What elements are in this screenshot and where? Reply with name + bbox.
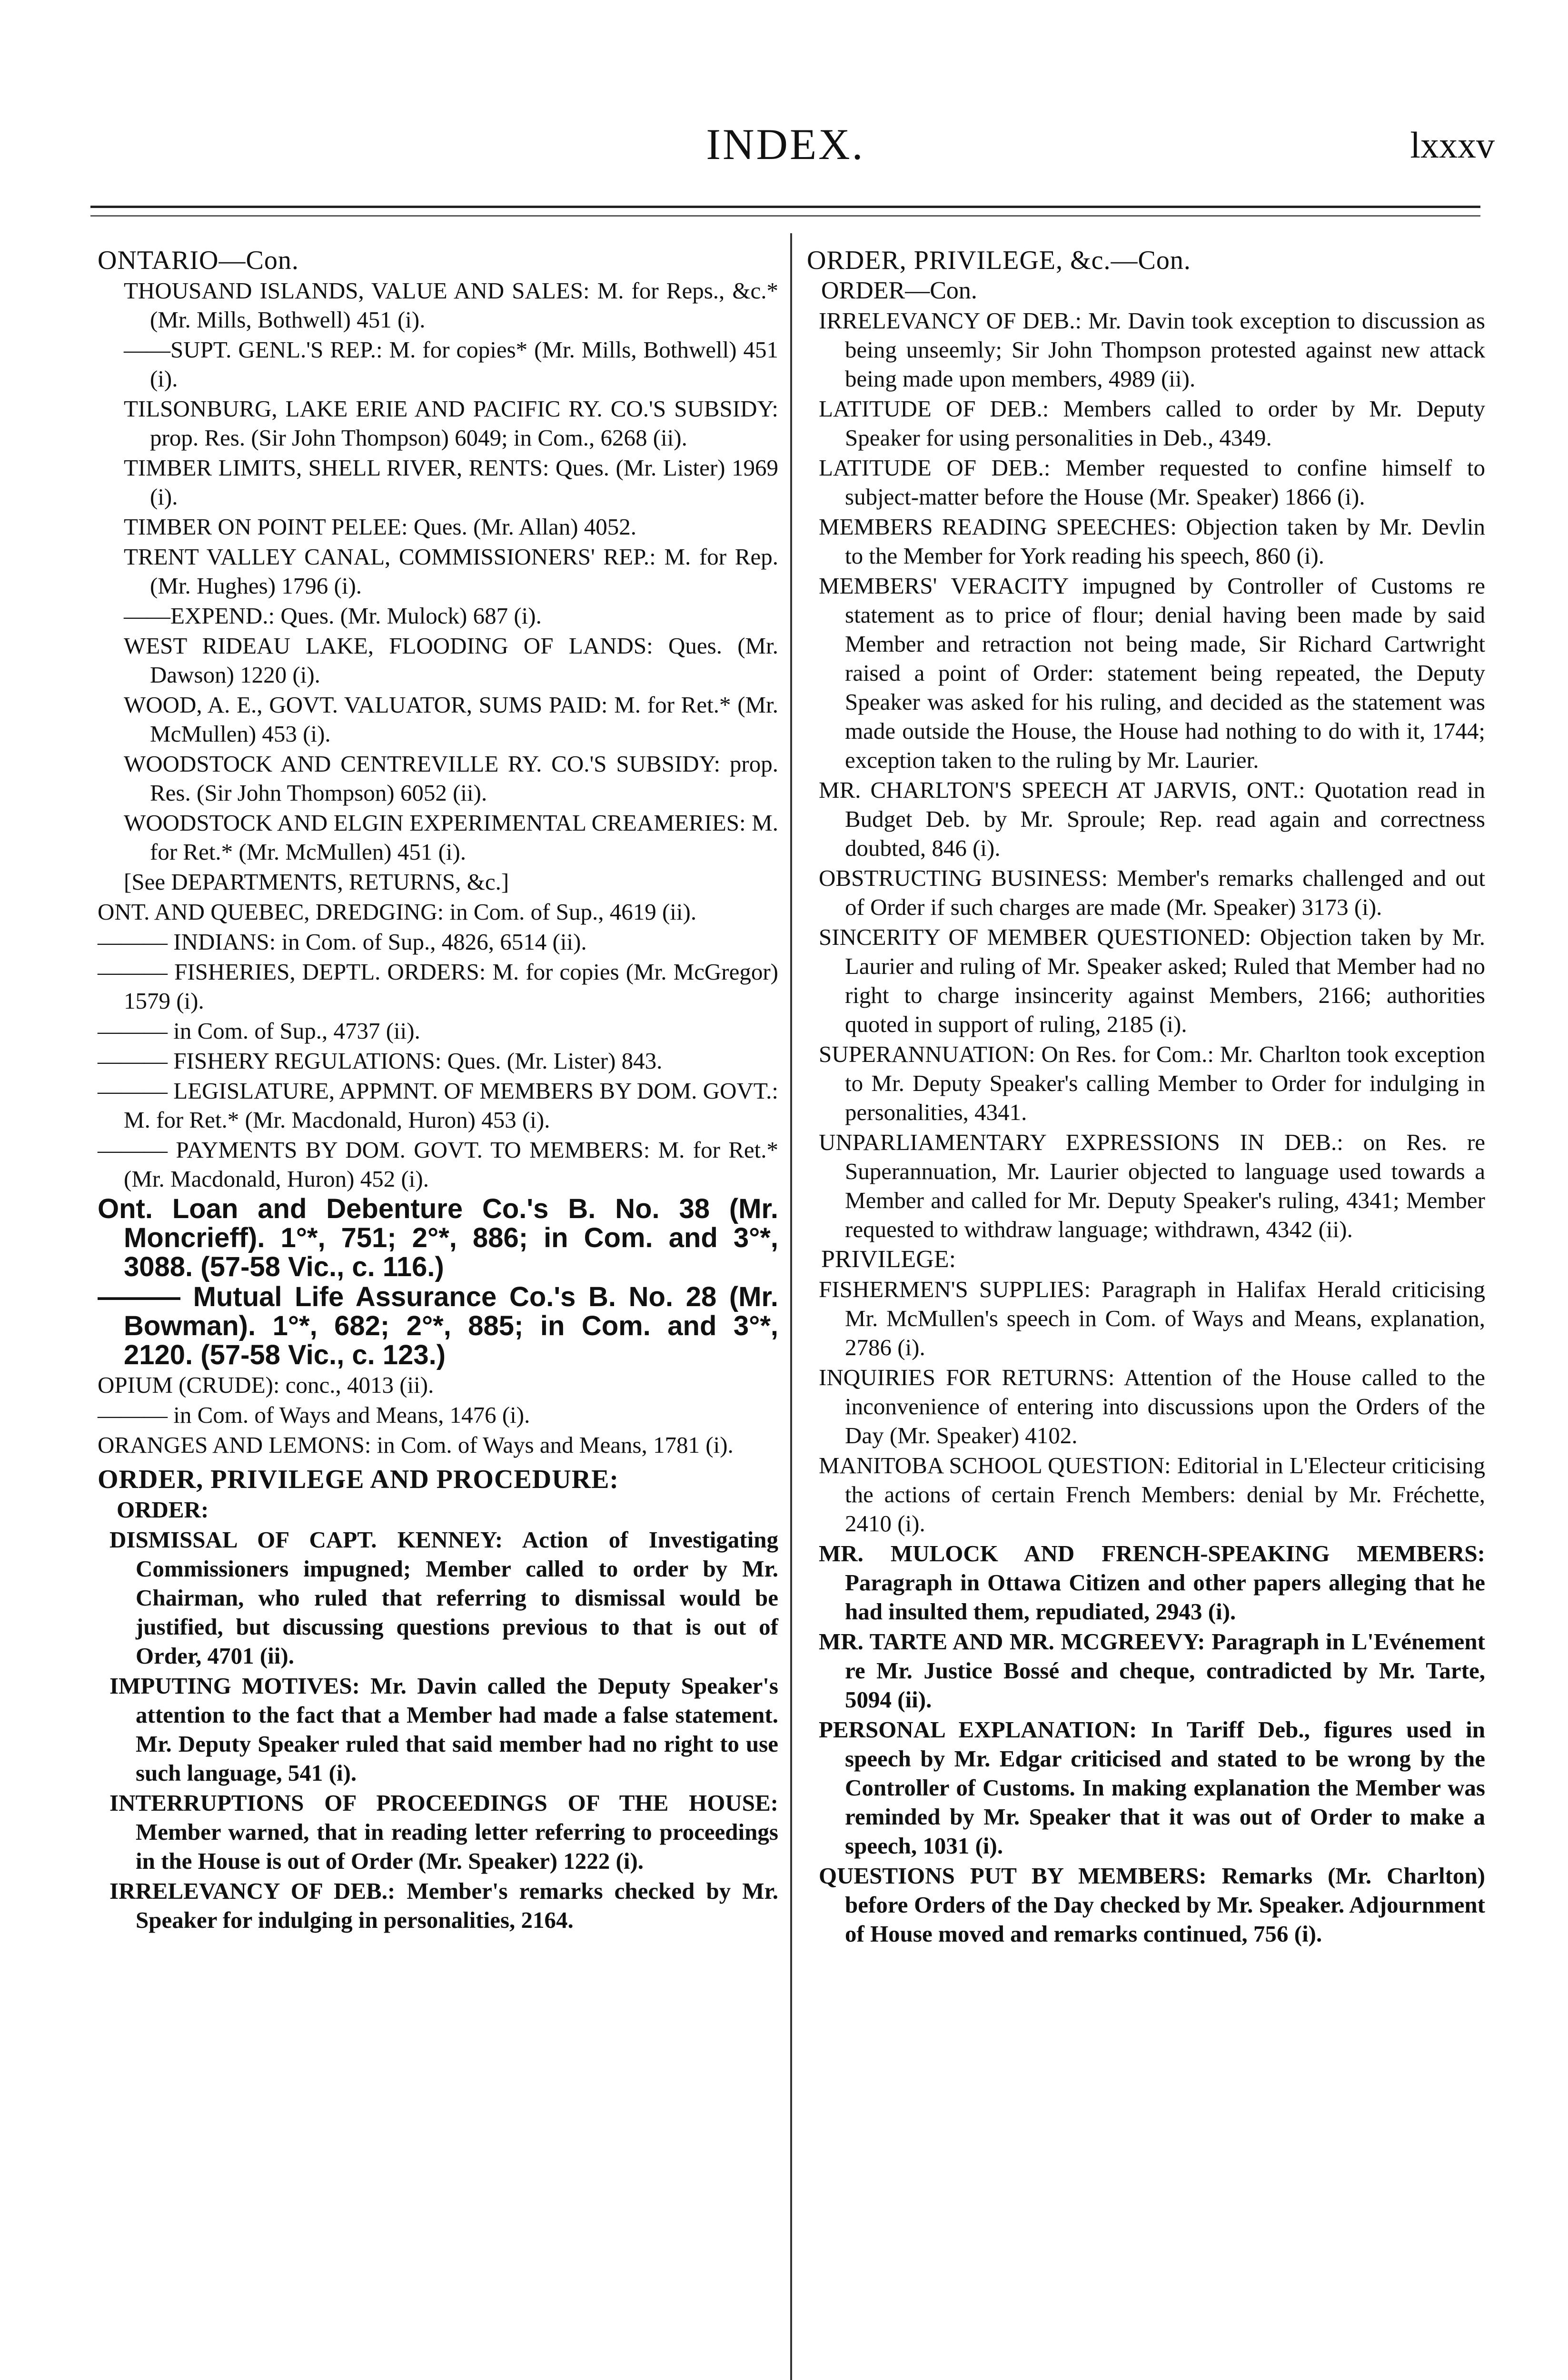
index-entry: MR. TARTE AND MR. MCGREEVY: Paragraph in L'Evénement re Mr. Justice Bossé and cheque, contradicted by Mr. Tarte, 5094 (ii). [819,1628,1485,1713]
index-entry: ——— INDIANS: in Com. of Sup., 4826, 6514 (ii). [98,929,587,955]
index-entry: WOODSTOCK AND ELGIN EXPERIMENTAL CREAMERIES: M. for Ret.* (Mr. McMullen) 451 (i). [124,810,778,865]
index-entry: TRENT VALLEY CANAL, COMMISSIONERS' REP.: M. for Rep. (Mr. Hughes) 1796 (i). [124,544,778,599]
index-entry: QUESTIONS PUT BY MEMBERS: Remarks (Mr. Charlton) before Orders of the Day checked by Mr. Speaker. Adjournment of House moved and remarks continued, 756 (i). [819,1863,1485,1947]
index-entry: ——— FISHERIES, DEPTL. ORDERS: M. for copies (Mr. McGregor) 1579 (i). [98,959,778,1014]
index-entry: WOODSTOCK AND CENTREVILLE RY. CO.'S SUBSIDY: prop. Res. (Sir John Thompson) 6052 (ii). [124,751,778,806]
right-column [807,240,1485,1949]
bill-entry: Ont. Loan and Debenture Co.'s B. No. 38 (Mr. Moncrieff). 1°*, 751; 2°*, 886; in Com. and 3°*, 3088. (57-58 Vic., c. 116.) [98,1193,778,1282]
column-divider [790,233,792,2380]
index-entry: WEST RIDEAU LAKE, FLOODING OF LANDS: Ques. (Mr. Dawson) 1220 (i). [124,633,778,688]
index-entry: LATITUDE OF DEB.: Member requested to confine himself to subject-matter before the House (Mr. Speaker) 1866 (i). [819,455,1485,510]
section-heading: ORDER, PRIVILEGE AND PROCEDURE: [98,1465,619,1494]
index-entry: SUPERANNUATION: On Res. for Com.: Mr. Charlton took exception to Mr. Deputy Speaker's calling Member to Order for indulging in personalities, 4341. [819,1041,1485,1125]
index-entry: PERSONAL EXPLANATION: In Tariff Deb., figures used in speech by Mr. Edgar criticised and stated to be wrong by the Controller of Customs. In making explanation the Member was reminded by Mr. Speaker that it was out of Order to make a speech, 1031 (i). [819,1716,1485,1859]
header-rule [90,206,1480,208]
index-entry: IRRELEVANCY OF DEB.: Member's remarks checked by Mr. Speaker for indulging in personalities, 2164. [109,1878,778,1933]
section-heading: ORDER, PRIVILEGE, &c.—Con. [807,246,1191,275]
index-entry: MANITOBA SCHOOL QUESTION: Editorial in L'Electeur criticising the actions of certain French Members: denial by Mr. Fréchette, 2410 (i). [819,1452,1485,1537]
left-column [98,240,778,1935]
index-entry: THOUSAND ISLANDS, VALUE AND SALES: M. for Reps., &c.* (Mr. Mills, Bothwell) 451 (i). [124,278,778,333]
index-entry: ORANGES AND LEMONS: in Com. of Ways and Means, 1781 (i). [98,1432,734,1458]
index-entry: MEMBERS READING SPEECHES: Objection taken by Mr. Devlin to the Member for York reading his speech, 860 (i). [819,514,1485,569]
index-entry: FISHERMEN'S SUPPLIES: Paragraph in Halifax Herald criticising Mr. McMullen's speech in Com. of Ways and Means, explanation, 2786 (i). [819,1276,1485,1360]
index-entry: ——— LEGISLATURE, APPMNT. OF MEMBERS BY DOM. GOVT.: M. for Ret.* (Mr. Macdonald, Huron) 453 (i). [98,1078,778,1133]
index-entry: TIMBER ON POINT PELEE: Ques. (Mr. Allan) 4052. [124,514,637,540]
index-entry: ——— in Com. of Sup., 4737 (ii). [98,1018,420,1044]
index-entry: INQUIRIES FOR RETURNS: Attention of the House called to the inconvenience of entering into discussions upon the Orders of the Day (Mr. Speaker) 4102. [819,1364,1485,1448]
index-entry: ——— PAYMENTS BY DOM. GOVT. TO MEMBERS: M. for Ret.* (Mr. Macdonald, Huron) 452 (i). [98,1137,778,1192]
index-entry: TILSONBURG, LAKE ERIE AND PACIFIC RY. CO.'S SUBSIDY: prop. Res. (Sir John Thompson) 6049; in Com., 6268 (ii). [124,396,778,451]
index-entry: TIMBER LIMITS, SHELL RIVER, RENTS: Ques. (Mr. Lister) 1969 (i). [124,455,778,510]
index-entry: MEMBERS' VERACITY impugned by Controller of Customs re statement as to price of flour; denial having been made by said Member and retraction not being made, Sir Richard Cartwright raised a point of Order: statement being repeated, the Deputy Speaker was asked for his ruling, and decided as the statement was made outside the House, the House had nothing to do with it, 1744; exception taken to the ruling by Mr. Laurier. [819,573,1485,773]
index-entry: INTERRUPTIONS OF PROCEEDINGS OF THE HOUSE: Member warned, that in reading letter referring to proceedings in the House is out of Order (Mr. Speaker) 1222 (i). [109,1790,778,1874]
index-entry: LATITUDE OF DEB.: Members called to order by Mr. Deputy Speaker for using personalities in Deb., 4349. [819,396,1485,451]
page-header [76,119,1495,176]
index-entry: DISMISSAL OF CAPT. KENNEY: Action of Investigating Commissioners impugned; Member called to order by Mr. Chairman, who ruled that referring to dismissal would be justified, but discussing questions previous to that is out of Order, 4701 (ii). [109,1527,778,1669]
index-entry: UNPARLIAMENTARY EXPRESSIONS IN DEB.: on Res. re Superannuation, Mr. Laurier objected to language used towards a Member and called for Mr. Deputy Speaker's ruling, 4341; Member requested to withdraw language; withdrawn, 4342 (ii). [819,1129,1485,1242]
index-entry: ——— FISHERY REGULATIONS: Ques. (Mr. Lister) 843. [98,1048,663,1074]
index-entry: MR. MULOCK AND FRENCH-SPEAKING MEMBERS: Paragraph in Ottawa Citizen and other papers alleging that he had insulted them, repudiated, 2943 (i). [819,1540,1485,1625]
index-entry: OPIUM (CRUDE): conc., 4013 (ii). [98,1372,434,1398]
page-number: lxxxv [1410,124,1495,166]
index-entry: ——— in Com. of Ways and Means, 1476 (i). [98,1402,530,1428]
index-entry: ——SUPT. GENL.'S REP.: M. for copies* (Mr. Mills, Bothwell) 451 (i). [124,337,778,392]
subsection-heading: ORDER—Con. [821,277,977,304]
page-title: INDEX. [706,120,865,169]
subsection-heading: ORDER: [117,1497,209,1523]
index-entry: WOOD, A. E., GOVT. VALUATOR, SUMS PAID: M. for Ret.* (Mr. McMullen) 453 (i). [124,692,778,747]
section-heading: ONTARIO—Con. [98,246,299,275]
bill-entry: ——— Mutual Life Assurance Co.'s B. No. 28 (Mr. Bowman). 1°*, 682; 2°*, 885; in Com. and 3°*, 2120. (57-58 Vic., c. 123.) [98,1281,778,1370]
index-entry: ——EXPEND.: Ques. (Mr. Mulock) 687 (i). [124,603,542,629]
index-entry: IRRELEVANCY OF DEB.: Mr. Davin took exception to discussion as being unseemly; Sir John Thompson protested against new attack being made upon members, 4989 (ii). [819,307,1485,392]
index-entry: OBSTRUCTING BUSINESS: Member's remarks challenged and out of Order if such charges are made (Mr. Speaker) 3173 (i). [819,865,1485,920]
index-entry: ONT. AND QUEBEC, DREDGING: in Com. of Sup., 4619 (ii). [98,899,697,925]
index-entry: [See DEPARTMENTS, RETURNS, &c.] [124,869,509,895]
index-entry: IMPUTING MOTIVES: Mr. Davin called the Deputy Speaker's attention to the fact that a Member had made a false statement. Mr. Deputy Speaker ruled that said member had no right to use such language, 541 (i). [109,1673,778,1786]
index-entry: SINCERITY OF MEMBER QUESTIONED: Objection taken by Mr. Laurier and ruling of Mr. Speaker asked; Ruled that Member had no right to charge insincerity against Members, 2166; authorities quoted in support of ruling, 2185 (i). [819,924,1485,1037]
subsection-heading: PRIVILEGE: [821,1246,956,1273]
index-entry: MR. CHARLTON'S SPEECH AT JARVIS, ONT.: Quotation read in Budget Deb. by Mr. Sproule; Rep. read again and correctness doubted, 846 (i). [819,777,1485,861]
header-rule-secondary [90,215,1480,217]
